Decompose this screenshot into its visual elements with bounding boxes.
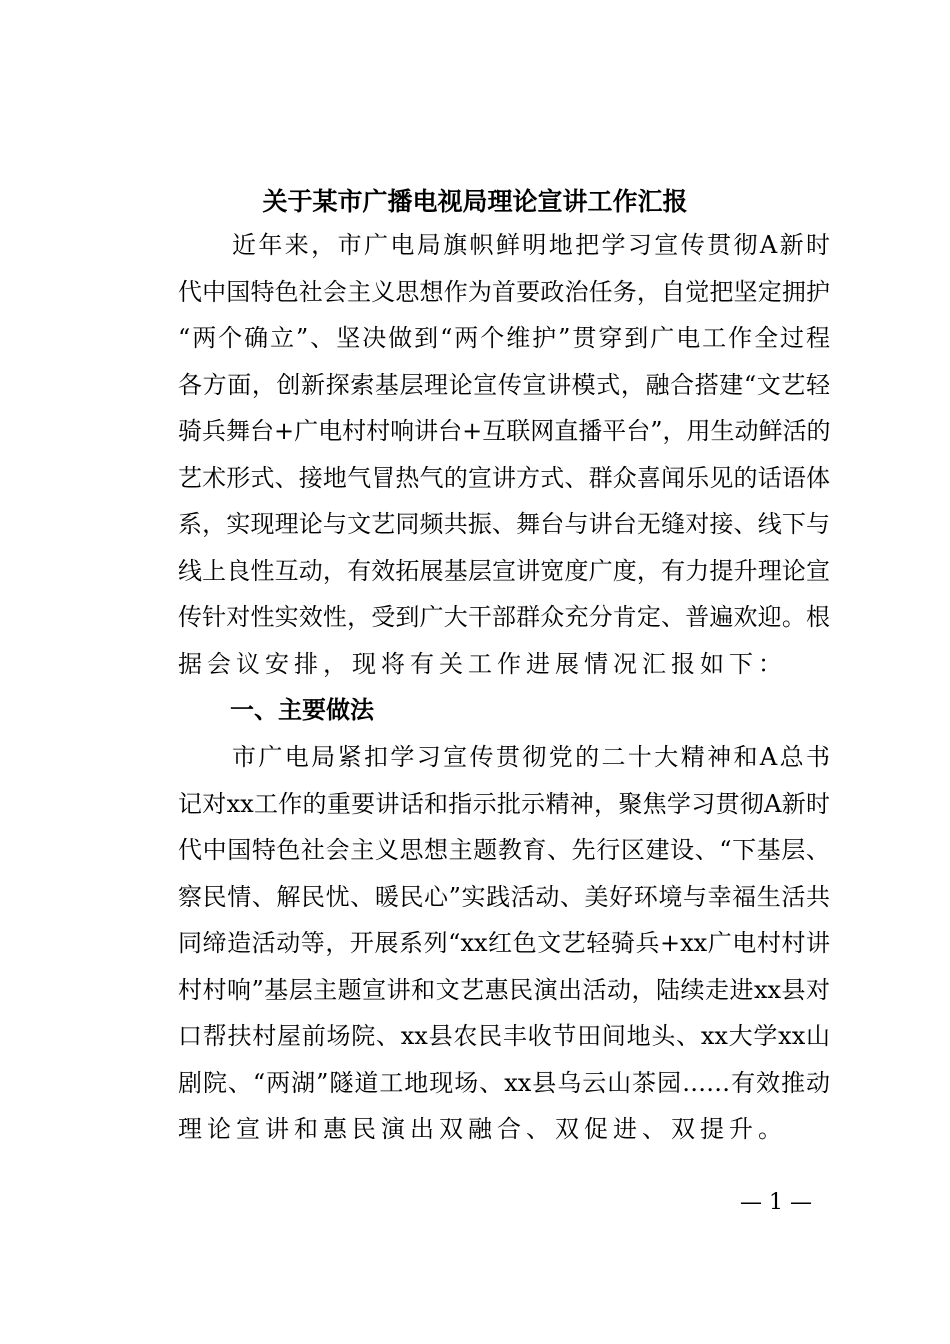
page-number: — 1 — [740, 1190, 812, 1215]
text-line: 代中国特色社会主义思想主题教育、先行区建设、“下基层、 [178, 836, 830, 864]
text-line: 线上良性互动，有效拓展基层宣讲宽度广度，有力提升理论宣 [178, 556, 830, 585]
text-line: 传针对性实效性，受到广大干部群众充分肯定、普遍欢迎。根 [178, 603, 830, 631]
text-line: 同缔造活动等，开展系列“xx红色文艺轻骑兵+xx广电村村讲 [178, 929, 830, 957]
text-line: 据会议安排，现将有关工作进展情况汇报如下： [178, 649, 787, 678]
text-line: 各方面，创新探索基层理论宣传宣讲模式，融合搭建“文艺轻 [178, 370, 830, 399]
text-line: 记对xx工作的重要讲话和指示批示精神，聚焦学习贯彻A新时 [178, 789, 830, 818]
section-heading: 一、主要做法 [230, 696, 374, 724]
text-line: 察民情、解民忧、暖民心”实践活动、美好环境与幸福生活共 [178, 882, 830, 911]
text-line: 市广电局紧扣学习宣传贯彻党的二十大精神和A总书 [232, 743, 830, 771]
text-line: 艺术形式、接地气冒热气的宣讲方式、群众喜闻乐见的话语体 [178, 463, 830, 492]
text-line: 骑兵舞台+广电村村响讲台+互联网直播平台”，用生动鲜活的 [178, 417, 831, 445]
text-line: 代中国特色社会主义思想作为首要政治任务，自觉把坚定拥护 [178, 277, 830, 306]
text-line: 理论宣讲和惠民演出双融合、双促进、双提升。 [178, 1115, 787, 1143]
text-line: 剧院、“两湖”隧道工地现场、xx县乌云山茶园……有效推动 [178, 1068, 830, 1097]
text-line: 口帮扶村屋前场院、xx县农民丰收节田间地头、xx大学xx山 [178, 1022, 830, 1050]
text-line: 系，实现理论与文艺同频共振、舞台与讲台无缝对接、线下与 [178, 510, 830, 538]
text-line: “两个确立”、坚决做到“两个维护”贯穿到广电工作全过程 [178, 324, 830, 352]
text-line: 村村响”基层主题宣讲和文艺惠民演出活动，陆续走进xx县对 [178, 975, 830, 1004]
text-line: 近年来，市广电局旗帜鲜明地把学习宣传贯彻A新时 [232, 231, 830, 259]
document-title: 关于某市广播电视局理论宣讲工作汇报 [262, 187, 688, 216]
